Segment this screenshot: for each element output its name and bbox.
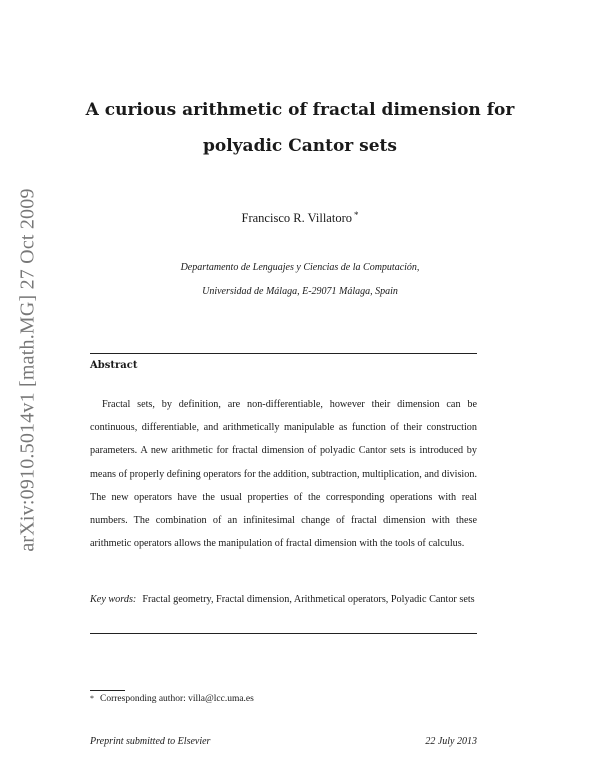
author-name: Francisco R. Villatoro [241,211,352,225]
keywords [90,588,477,611]
paper-title [60,92,540,164]
footnote-rule [90,690,125,691]
footnote [90,694,254,704]
footer-date: 22 July 2013 [425,736,477,747]
footer-preprint-note: Preprint submitted to Elsevier [90,736,211,747]
footnote-text[interactable]: Corresponding author: villa@lcc.uma.es [100,694,254,704]
author [60,211,540,226]
affiliation [60,256,540,304]
abstract-bottom-rule [90,633,477,634]
arxiv-stamp [8,180,48,560]
footnote-mark: * [90,694,94,703]
title-line-2: polyadic Cantor sets [203,136,397,156]
abstract-body: Fractal sets, by definition, are non-differentiable, however their dimension can be continuous, differentiable, and arithmetically manipulable as function of their construction parameters. A new arithmetic for fractal dimension of polyadic Cantor sets is introduced by means of properly defining operators for the addition, subtraction, multiplication, and division. The new operators have the usual properties of the corresponding operations with real numbers. The combination of an infinitesimal change of fractal dimension with these arithmetic operators allows the manipulation of fractal dimension with the tools of calculus. [90,399,477,550]
affiliation-line-2: Universidad de Málaga, E-29071 Málaga, Spain [202,286,398,297]
abstract-heading: Abstract [90,360,138,371]
arxiv-id[interactable]: arXiv:0910.5014v1 [math.MG] 27 Oct 2009 [16,188,39,552]
abstract-top-rule [90,353,477,354]
affiliation-line-1: Departamento de Lenguajes y Ciencias de la Computación, [180,262,420,273]
keywords-text: Fractal geometry, Fractal dimension, Arithmetical operators, Polyadic Cantor sets [142,594,475,605]
author-footnote-mark[interactable]: * [353,210,359,220]
title-line-1: A curious arithmetic of fractal dimension for [85,100,515,120]
keywords-label: Key words: [90,594,137,605]
